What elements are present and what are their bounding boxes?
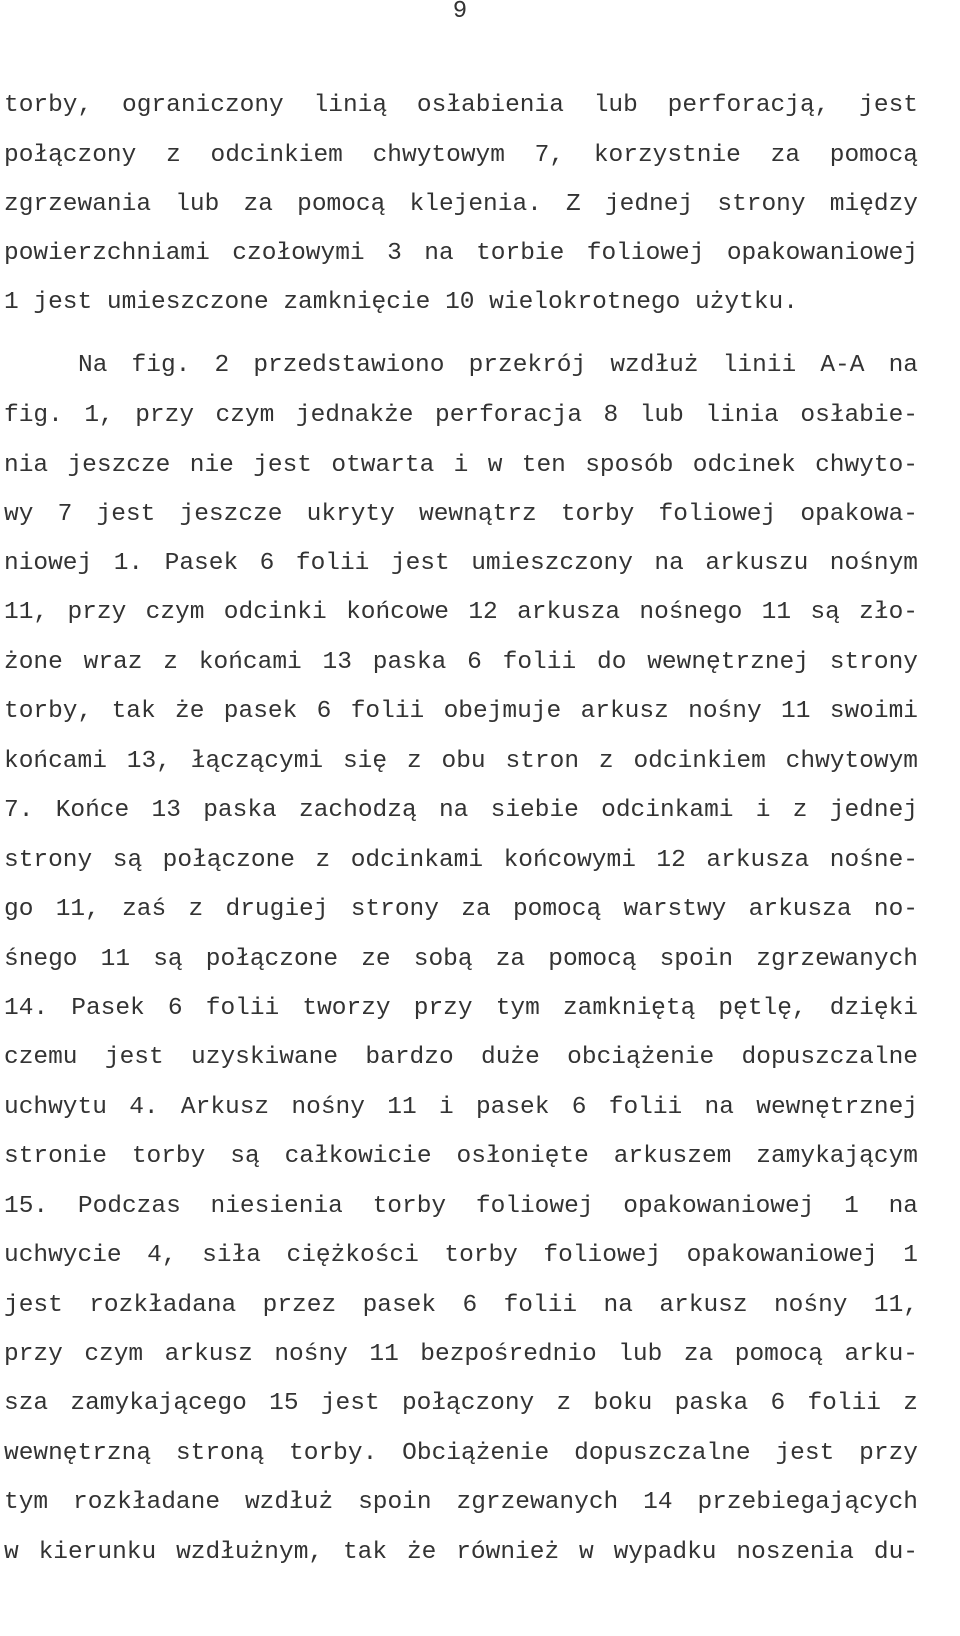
text-line: nia jeszcze nie jest otwarta i w ten sposób odcinek chwyto- xyxy=(4,452,918,479)
text-line: niowej 1. Pasek 6 folii jest umieszczony na arkuszu nośnym xyxy=(4,550,918,577)
text-line: go 11, zaś z drugiej strony za pomocą warstwy arkusza no- xyxy=(4,896,918,923)
text-line: tym rozkładane wzdłuż spoin zgrzewanych 14 przebiegających xyxy=(4,1489,918,1516)
text-line: powierzchniami czołowymi 3 na torbie foliowej opakowaniowej xyxy=(4,240,918,267)
text-line: stronie torby są całkowicie osłonięte arkuszem zamykającym xyxy=(4,1143,918,1170)
text-line: 7. Końce 13 paska zachodzą na siebie odcinkami i z jednej xyxy=(4,797,918,824)
text-line: sza zamykającego 15 jest połączony z boku paska 6 folii z xyxy=(4,1390,918,1417)
text-line: jest rozkładana przez pasek 6 folii na arkusz nośny 11, xyxy=(4,1292,918,1319)
text-line: końcami 13, łączącymi się z obu stron z odcinkiem chwytowym xyxy=(4,748,918,775)
text-line: 14. Pasek 6 folii tworzy przy tym zamkniętą pętlę, dzięki xyxy=(4,995,918,1022)
text-line: torby, tak że pasek 6 folii obejmuje arkusz nośny 11 swoimi xyxy=(4,698,918,725)
text-line: czemu jest uzyskiwane bardzo duże obciążenie dopuszczalne xyxy=(4,1044,918,1071)
text-line: 1 jest umieszczone zamknięcie 10 wielokrotnego użytku. xyxy=(4,289,798,316)
text-line: śnego 11 są połączone ze sobą za pomocą spoin zgrzewanych xyxy=(4,946,918,973)
text-line: uchwycie 4, siła ciężkości torby foliowej opakowaniowej 1 xyxy=(4,1242,918,1269)
text-line: 15. Podczas niesienia torby foliowej opakowaniowej 1 na xyxy=(4,1193,918,1220)
text-line: przy czym arkusz nośny 11 bezpośrednio lub za pomocą arku- xyxy=(4,1341,918,1368)
text-line: strony są połączone z odcinkami końcowymi 12 arkusza nośne- xyxy=(4,847,918,874)
text-line: wy 7 jest jeszcze ukryty wewnątrz torby foliowej opakowa- xyxy=(4,501,918,528)
text-line: połączony z odcinkiem chwytowym 7, korzystnie za pomocą xyxy=(4,142,918,169)
text-line: 11, przy czym odcinki końcowe 12 arkusza nośnego 11 są zło- xyxy=(4,599,918,626)
text-line: fig. 1, przy czym jednakże perforacja 8 lub linia osłabie- xyxy=(4,402,918,429)
text-line: w kierunku wzdłużnym, tak że również w wypadku noszenia du- xyxy=(4,1539,918,1566)
text-line: zgrzewania lub za pomocą klejenia. Z jednej strony między xyxy=(4,191,918,218)
text-line: wewnętrzną stroną torby. Obciążenie dopuszczalne jest przy xyxy=(4,1440,918,1467)
text-line: torby, ograniczony linią osłabienia lub perforacją, jest xyxy=(4,92,918,119)
text-line: uchwytu 4. Arkusz nośny 11 i pasek 6 folii na wewnętrznej xyxy=(4,1094,918,1121)
text-line: Na fig. 2 przedstawiono przekrój wzdłuż linii A-A na xyxy=(78,352,918,379)
text-line: żone wraz z końcami 13 paska 6 folii do wewnętrznej strony xyxy=(4,649,918,676)
page-number: 9 xyxy=(452,0,468,25)
